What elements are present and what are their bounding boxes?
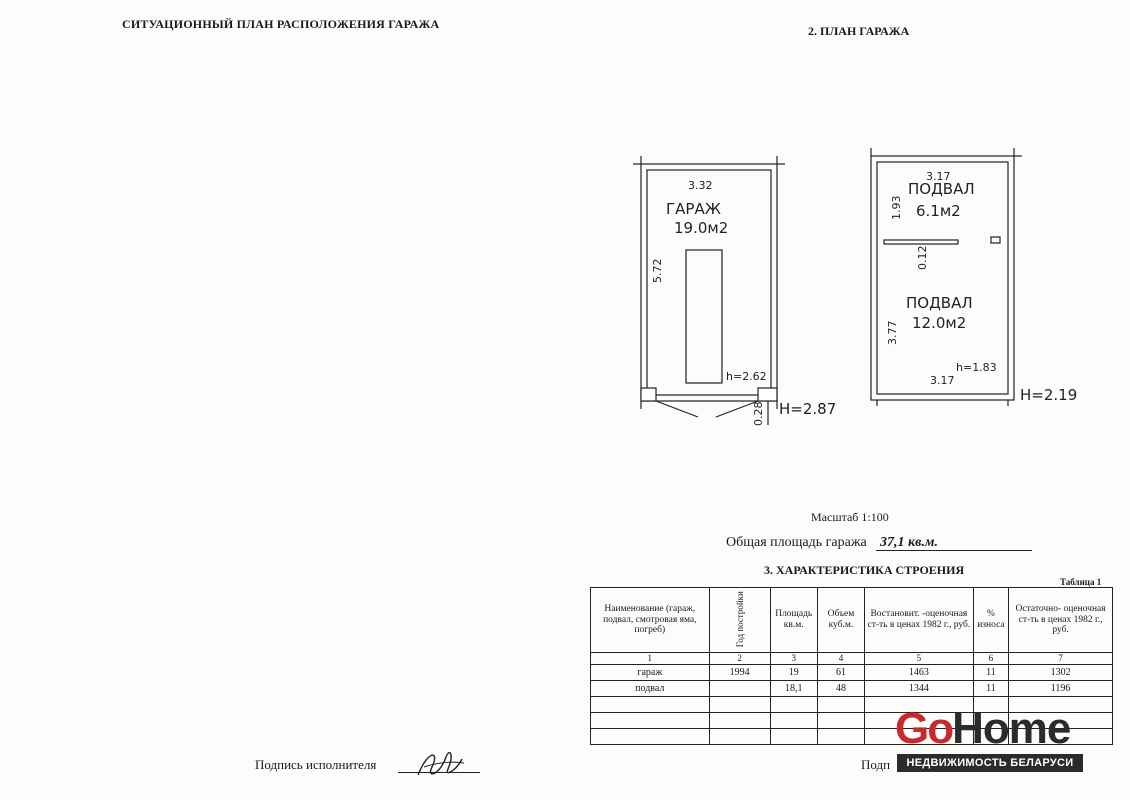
basement1-width-dim: 3.17 [926, 170, 951, 183]
situational-plan-title: СИТУАЦИОННЫЙ ПЛАН РАСПОЛОЖЕНИЯ ГАРАЖА [122, 17, 440, 31]
table-label: Таблица 1 [1060, 577, 1102, 587]
table-cell: 61 [817, 665, 864, 681]
header-cell-wear: % износа [973, 588, 1008, 653]
basement1-length-dim: 1.93 [890, 195, 903, 220]
building-characteristics-title: 3. ХАРАКТЕРИСТИКА СТРОЕНИЯ [764, 563, 965, 577]
table-cell [770, 697, 817, 713]
scale-label: Масштаб 1:100 [811, 510, 889, 524]
logo-home-text: Home [952, 704, 1071, 753]
table-cell [770, 729, 817, 745]
table-cell [591, 713, 710, 729]
garage-outer-height: H=2.87 [779, 400, 837, 418]
col-number: 6 [973, 653, 1008, 665]
table-cell: 19 [770, 665, 817, 681]
table-cell [709, 729, 770, 745]
header-cell-year: Год постройки [709, 588, 770, 653]
basement1-room-name: ПОДВАЛ [908, 180, 975, 198]
table-cell: 1994 [709, 665, 770, 681]
garage-outline [633, 156, 785, 425]
table-cell [817, 697, 864, 713]
table-cell [817, 713, 864, 729]
table-header-row [591, 588, 1113, 653]
header-cell-volume: Объем куб.м. [817, 588, 864, 653]
table-cell [591, 729, 710, 745]
col-number: 3 [770, 653, 817, 665]
col-number: 2 [709, 653, 770, 665]
col-number: 7 [1009, 653, 1113, 665]
basement-inner-height: h=1.83 [956, 361, 997, 374]
basement-outer-height: H=2.19 [1020, 386, 1078, 404]
garage-room-area: 19.0м2 [674, 219, 729, 237]
table-row [591, 681, 1113, 697]
header-cell-residual-cost: Остаточно- оценочная ст-ть в ценах 1982 г., руб. [1009, 588, 1113, 653]
right-signature-label: Подп [861, 757, 891, 772]
total-area-value: 37,1 кв.м. [880, 535, 938, 550]
gohome-logo [895, 704, 1074, 769]
table-column-numbers-row [591, 653, 1113, 665]
table-cell: 1463 [865, 665, 974, 681]
col-number: 1 [591, 653, 710, 665]
logo-go-text: Go [895, 704, 953, 753]
garage-room-name: ГАРАЖ [666, 200, 721, 218]
basement2-width-dim: 3.17 [930, 374, 955, 387]
garage-inner-height: h=2.62 [726, 370, 767, 383]
table-cell [591, 697, 710, 713]
table-cell [817, 729, 864, 745]
garage-step-dim: 0.28 [752, 401, 765, 426]
table-cell: 1302 [1009, 665, 1113, 681]
table-cell: 1196 [1009, 681, 1113, 697]
table-cell [709, 681, 770, 697]
table-cell: 18,1 [770, 681, 817, 697]
executor-signature-label: Подпись исполнителя [255, 757, 377, 772]
basement2-room-name: ПОДВАЛ [906, 294, 973, 312]
table-cell: 48 [817, 681, 864, 697]
col-number: 4 [817, 653, 864, 665]
header-cell-area: Площадь кв.м. [770, 588, 817, 653]
basement-wall-dim: 0.12 [916, 245, 929, 270]
garage-length-dim: 5.72 [651, 258, 664, 283]
table-cell: 11 [973, 681, 1008, 697]
table-cell: 1344 [865, 681, 974, 697]
table-cell [709, 713, 770, 729]
total-area-underline [876, 550, 1032, 551]
total-area-label: Общая площадь гаража [726, 535, 867, 550]
garage-width-dim: 3.32 [688, 179, 713, 192]
col-number: 5 [865, 653, 974, 665]
table-cell [770, 713, 817, 729]
basement2-room-area: 12.0м2 [912, 314, 967, 332]
table-cell: 11 [973, 665, 1008, 681]
basement1-room-area: 6.1м2 [916, 202, 961, 220]
table-cell [709, 697, 770, 713]
logo-subtitle: НЕДВИЖИМОСТЬ БЕЛАРУСИ [897, 754, 1083, 772]
header-cell-restoration-cost: Востановит. -оценочная ст-ть в ценах 1982 г., руб. [865, 588, 974, 653]
garage-plan-title: 2. ПЛАН ГАРАЖА [808, 24, 910, 38]
table-cell: подвал [591, 681, 710, 697]
basement2-length-dim: 3.77 [886, 320, 899, 345]
header-cell-name: Наименование (гараж, подвал, смотровая яма, погреб) [591, 588, 710, 653]
table-cell: гараж [591, 665, 710, 681]
table-row [591, 665, 1113, 681]
